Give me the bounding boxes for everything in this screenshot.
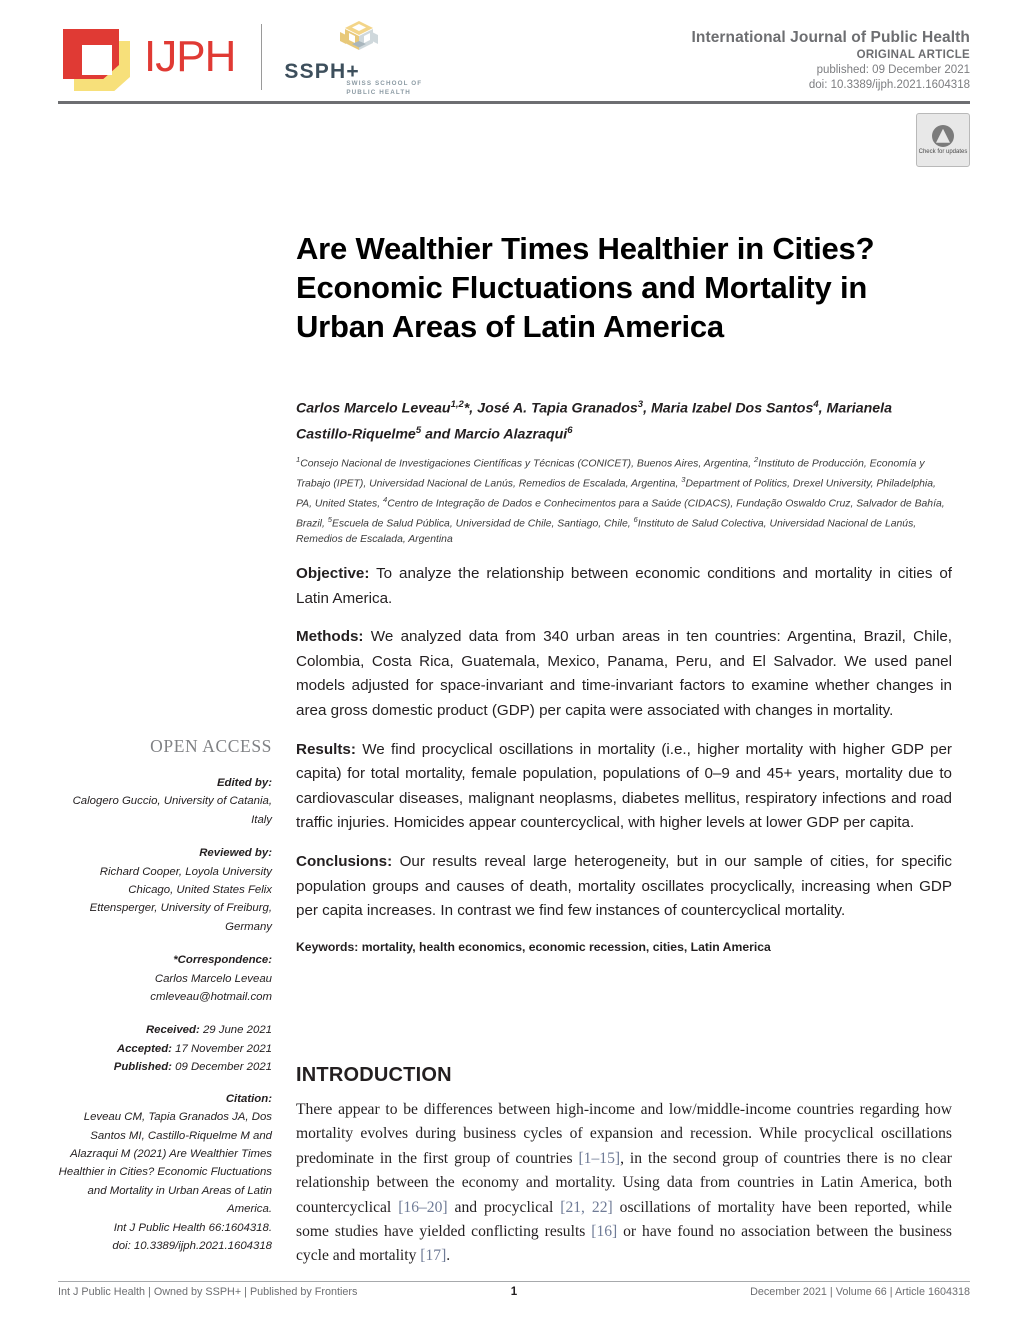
introduction-paragraph: [296, 1098, 952, 1269]
citation-doi: doi: 10.3389/ijph.2021.1604318: [112, 1239, 272, 1252]
abstract-objective-text: To analyze the relationship between economic conditions and mortality in cities of Latin America.: [296, 565, 952, 607]
citation-text: Leveau CM, Tapia Granados JA, Dos Santos MI, Castillo-Riquelme M and Alazraqui M (2021) Are Wealthier Times Healthier in Cities? Economic Fluctuations and Mortality in Urban Areas of Latin America.: [58, 1111, 272, 1216]
received-label: Received:: [145, 1024, 200, 1037]
introduction-heading: INTRODUCTION: [296, 1063, 452, 1086]
ssph-logo: [284, 20, 434, 94]
intro-text-2: , in the second group of countries there is no clear relationship between the economy and mortality. Using data from countries in Latin America, both countercyclical: [296, 1149, 953, 1216]
abstract-results-text: We find procyclical oscillations in mortality (i.e., higher mortality with higher GDP per capita) for total mortality, female population, populations of 0–9 and 45+ years, mortality due to cardiovascular diseases, malignant neoplasms, diabetes mellitus, respiratory infections and road traffic injuries. Homicides appear countercyclical, with higher levels at lower GDP per capita.: [296, 740, 952, 832]
article-type: ORIGINAL ARTICLE: [856, 49, 970, 61]
reviewed-by-block: [58, 844, 272, 936]
intro-text-3: and procyclical: [447, 1198, 561, 1216]
abstract: [296, 562, 952, 956]
article-sidebar: [58, 735, 272, 1270]
footer-right: December 2021 | Volume 66 | Article 1604318: [750, 1286, 970, 1298]
abstract-methods-label: Methods:: [296, 628, 364, 646]
logo-divider: [261, 24, 262, 90]
abstract-results-label: Results:: [296, 740, 356, 758]
citation-journal: Int J Public Health 66:1604318.: [113, 1221, 272, 1234]
reviewed-by-label: Reviewed by:: [199, 847, 272, 860]
abstract-conclusions: [296, 850, 952, 924]
reviewed-by-names: Richard Cooper, Loyola University Chicago, United States Felix Ettensperger, University of Freiburg, Germany: [89, 865, 272, 933]
abstract-results: [296, 738, 952, 836]
header-divider: [58, 101, 970, 104]
citation-ref-5[interactable]: [17]: [420, 1247, 447, 1265]
citation-label: Citation:: [225, 1092, 272, 1105]
ssph-wordmark: SSPH+: [284, 60, 360, 83]
ssph-cube-icon: [328, 20, 390, 60]
open-access-label: OPEN ACCESS: [150, 736, 272, 756]
abstract-methods-text: We analyzed data from 340 urban areas in ten countries: Argentina, Brazil, Chile, Colombia, Costa Rica, Guatemala, Mexico, Panama, Peru, and El Salvador. We used panel models adjusted for space-invariant and time-invariant factors to examine whether changes in area gross domestic product (GDP) per capita were associated with changes in mortality.: [296, 628, 952, 719]
author-list: Carlos Marcelo Leveau$^{1,2}$*, José A. Tapia Granados$^3$, Maria Izabel Dos Santos$^4$, Marianela Castillo-Riquelme$^5$ and Marcio Alazraqui$^6$: [296, 399, 893, 443]
citation-ref-4[interactable]: [16]: [591, 1223, 618, 1241]
ijph-wordmark: IJPH: [144, 32, 236, 81]
citation-ref-3[interactable]: [21, 22]: [560, 1198, 613, 1216]
edited-by-names: Calogero Guccio, University of Catania, Italy: [72, 795, 272, 826]
footer-divider: [58, 1281, 970, 1282]
abstract-objective-label: Objective:: [296, 565, 370, 582]
abstract-objective: [296, 562, 952, 611]
published-label: Published:: [113, 1061, 172, 1074]
article-title: Are Wealthier Times Healthier in Cities? Economic Fluctuations and Mortality in Urban Areas of Latin America: [296, 230, 875, 344]
intro-text-6: .: [446, 1247, 451, 1265]
correspondence-label: *Correspondence:: [173, 954, 272, 967]
page-header: [58, 20, 970, 100]
published-value: 09 December 2021: [171, 1061, 272, 1074]
received-value: 29 June 2021: [199, 1024, 272, 1037]
header-metadata: [691, 20, 970, 93]
correspondence-name: Carlos Marcelo Leveau: [154, 972, 272, 985]
correspondence-block: [58, 951, 272, 1006]
accepted-label: Accepted:: [116, 1042, 172, 1055]
doi-line: doi: 10.3389/ijph.2021.1604318: [808, 79, 970, 91]
intro-text-1: There appear to be differences between high-income and low/middle-income countries regarding how mortality evolves during business cycles of expansion and recession. While procyclical oscillations predominate in the first group of countries: [296, 1101, 952, 1167]
edited-by-label: Edited by:: [216, 777, 272, 789]
intro-text-5: or have found no association between the business cycle and mortality: [296, 1223, 952, 1265]
dates-block: [58, 1021, 272, 1076]
published-date: published: 09 December 2021: [816, 64, 970, 76]
abstract-conclusions-label: Conclusions:: [296, 852, 393, 870]
citation-block: [58, 1090, 272, 1256]
crossmark-icon: [932, 125, 954, 147]
ssph-subtitle: SWISS SCHOOL OF PUBLIC HEALTH: [346, 80, 423, 96]
intro-text-4: oscillations of mortality have been reported, while some studies have yielded conflicting results: [296, 1198, 952, 1241]
footer-left: Int J Public Health | Owned by SSPH+ | Published by Frontiers: [58, 1286, 358, 1298]
citation-ref-2[interactable]: [16–20]: [398, 1198, 448, 1216]
citation-ref-1[interactable]: [1–15]: [578, 1149, 621, 1167]
edited-by-block: [58, 774, 272, 829]
ijph-square-icon: [58, 27, 138, 91]
journal-name: International Journal of Public Health: [691, 29, 970, 46]
page-footer: [58, 1286, 970, 1298]
correspondence-email[interactable]: cmleveau@hotmail.com: [150, 991, 272, 1004]
accepted-value: 17 November 2021: [171, 1042, 272, 1055]
ijph-inner-square-icon: [82, 45, 112, 75]
abstract-methods: [296, 625, 952, 723]
ijph-logo: [58, 23, 235, 91]
crossmark-label: Check for updates: [918, 148, 968, 155]
keywords-line: Keywords: mortality, health economics, economic recession, cities, Latin America: [296, 939, 771, 954]
author-affiliations: $^1$Consejo Nacional de Investigaciones Científicas y Técnicas (CONICET), Buenos Aires, Argentina, $^2$Instituto de Producción, Economía y Trabajo (IPET), Universidad Nacional de Lanús, Remedios de Escalada, Argentina, $^3$Department of Politics, Drexel University, Philadelphia, PA, United States, $^4$Centro de Integração de Dados e Conhecimentos para a Saúde (CIDACS), Fundação Oswaldo Cruz, Salvador de Bahía, Brazil, $^5$Escuela de Salud Pública, Universidad de Chile, Santiago, Chile, $^6$Instituto de Salud Colectiva, Universidad Nacional de Lanús, Remedios de Escalada, Argentina: [296, 455, 945, 545]
publisher-logos: [58, 20, 434, 94]
abstract-conclusions-text: Our results reveal large heterogeneity, but in our sample of cities, for specific population groups and causes of death, mortality oscillates procyclically, increasing when GDP per capita increases. In contrast we find few instances of countercyclical mortality.: [296, 852, 952, 920]
page-number: 1: [510, 1286, 518, 1298]
check-for-updates-badge[interactable]: [916, 113, 970, 167]
